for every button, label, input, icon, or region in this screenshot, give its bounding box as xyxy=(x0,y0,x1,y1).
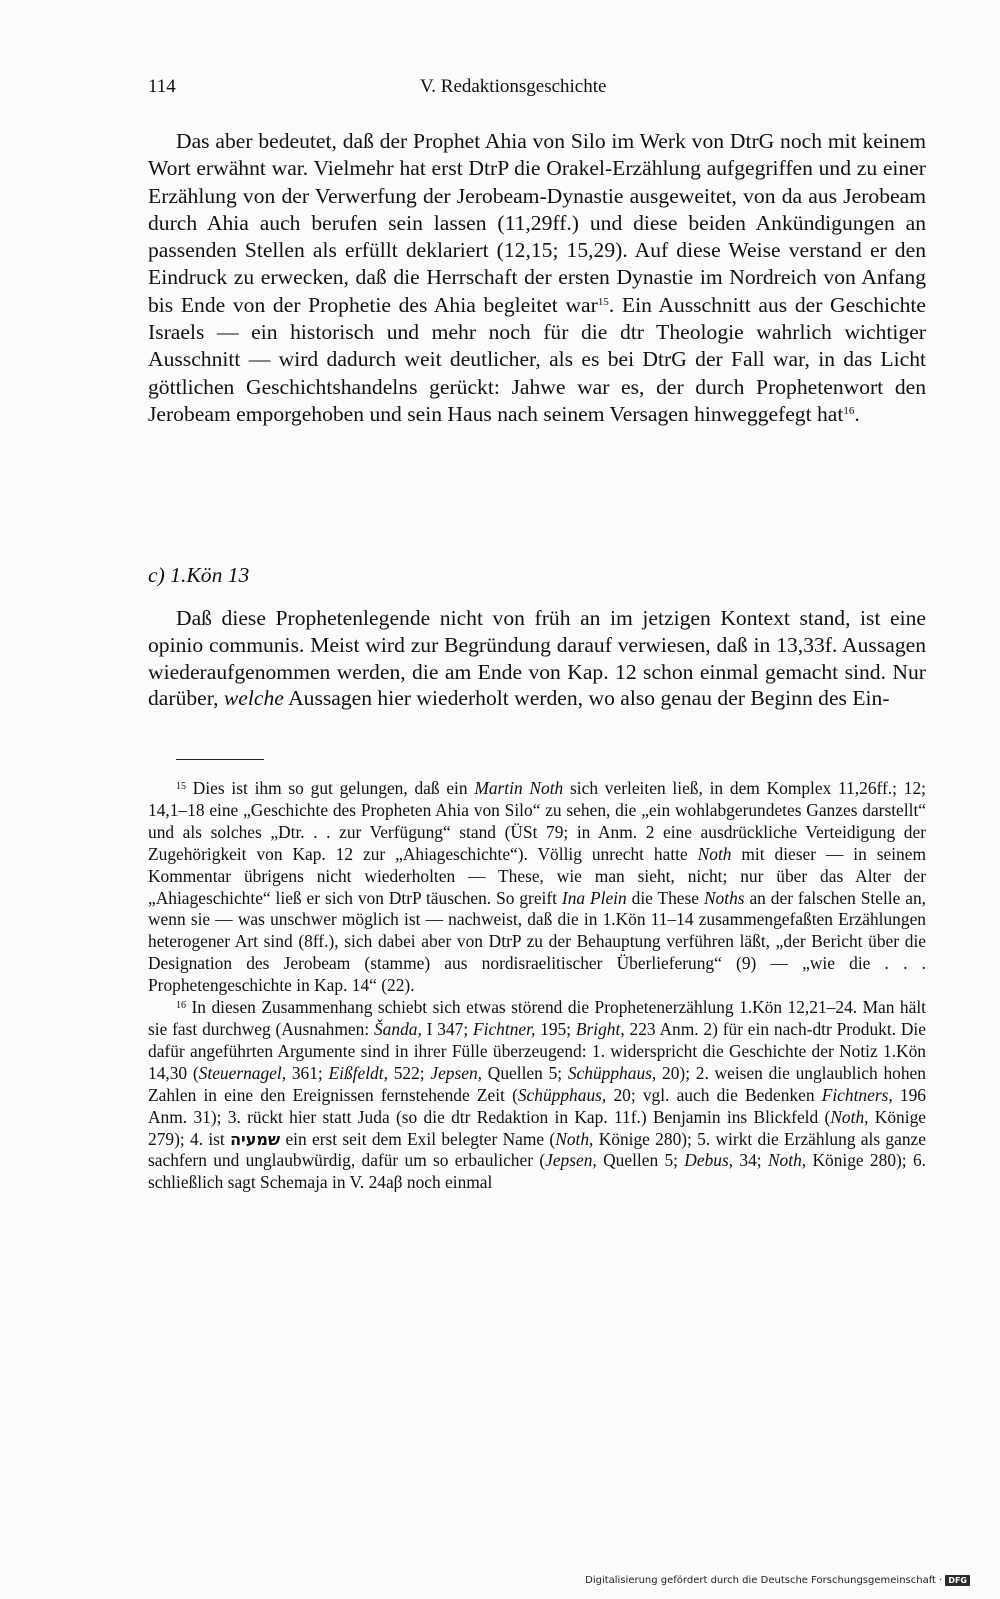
dfg-logo: DFG xyxy=(945,1575,970,1586)
digitization-footer xyxy=(585,1575,970,1586)
footnote-text: Könige 279); 4. ist xyxy=(148,1106,926,1149)
footer-text: Digitalisierung gefördert durch die Deutsche Forschungsgemeinschaft · xyxy=(585,1575,943,1586)
author-name: Jepsen, xyxy=(430,1062,483,1083)
footnote-text: an der falschen Stelle an, wenn sie — was unschwer möglich ist — nachweist, daß die in 1.Kön 11–14 zusammengefaßten Erzählungen heterogener Art sind (8ff.), sich dabei aber von DtrP zu der Behauptung verführen läßt, „der Bericht über die Designation des Jerobeam (stamme) aus nordisraelitischer Überlieferung“ (9) — „wie die . . . Prophetengeschichte in Kap. 14“ (22). xyxy=(148,887,927,996)
author-name: Steuernagel, xyxy=(198,1062,287,1083)
footnote-text: Quellen 5; xyxy=(487,1062,563,1083)
paragraph-text: Aussagen hier wiederholt werden, wo also genau der Beginn des Ein- xyxy=(288,686,890,711)
author-name: Noth, xyxy=(767,1150,807,1171)
footnote-text: 361; xyxy=(291,1062,323,1083)
author-name: Martin Noth xyxy=(474,778,564,798)
author-name: Eißfeldt, xyxy=(328,1062,388,1083)
footnote-16 xyxy=(148,997,926,1194)
page-header xyxy=(148,76,926,106)
footnote-text: mit dieser — in seinem Kommentar übrigens nicht wiederholten — These, wie man sieht, nicht; nur über das Alter der „Ahiageschichte“ ließ er sich von DtrP täuschen. So greift xyxy=(148,843,926,908)
author-name: Bright, xyxy=(575,1018,625,1039)
main-paragraph-2 xyxy=(148,605,926,712)
footnote-text: 34; xyxy=(739,1150,762,1171)
emphasis: welche xyxy=(223,686,284,711)
author-name: Fichtner, xyxy=(473,1018,536,1039)
footnote-text: Dies ist ihm so gut gelungen, daß ein xyxy=(192,778,468,798)
main-paragraph-1 xyxy=(148,128,926,428)
author-name: Schüpphaus, xyxy=(517,1084,607,1105)
footnote-text: 223 Anm. 2) für ein nach-dtr Produkt. Die dafür angeführten Argumente sind in ihrer Fülle überzeugend: 1. widerspricht die Geschichte der Notiz 1.Kön 14,30 ( xyxy=(148,1018,926,1083)
footnote-text: I 347; xyxy=(426,1018,469,1039)
footnotes xyxy=(148,778,926,1194)
paragraph-text: . Ein Ausschnitt aus der Geschichte Israels — ein historisch und mehr noch für die dtr Theologie wahrlich wichtiger Ausschnitt — wird dadurch weit deutlicher, als es bei DtrG der Fall war, in das Licht göttlichen Geschichtshandelns gerückt: Jahwe war es, der durch Prophetenwort den Jerobeam emporgehoben und sein Haus nach seinem Versagen hinweggefegt hat xyxy=(148,292,926,426)
footnote-text: Quellen 5; xyxy=(603,1150,678,1171)
footnote-text: 522; xyxy=(393,1062,425,1083)
author-name: Ina Plein xyxy=(561,887,627,908)
paragraph-text: Daß diese Prophetenlegende nicht von früh an im jetzigen Kontext stand, ist eine opinio communis. Meist wird zur Begründung darauf verwiesen, daß in 13,33f. Aussagen wiederaufgenommen werden, die am Ende von Kap. 12 schon einmal gemacht sind. Nur darüber, xyxy=(148,606,926,711)
author-name: Noth xyxy=(697,843,732,864)
author-name: Noths xyxy=(703,887,745,908)
footnote-number: 16 xyxy=(176,1000,186,1012)
running-title: V. Redaktionsgeschichte xyxy=(420,76,607,97)
footnote-divider xyxy=(176,759,264,760)
author-name: Fichtners, xyxy=(821,1084,893,1105)
author-name: Noth, xyxy=(555,1128,594,1149)
footnote-text: sich verleiten ließ, in dem Komplex 11,26ff.; 12; 14,1–18 eine „Geschichte des Propheten Ahia von Silo“ zu sehen, die „ein wohlabgerundetes Ganzes darstellt“ und als solches „Dtr. . . zur Verfügung“ stand (ÜSt 79; in Anm. 2 eine ausdrückliche Verteidigung der Zugehörigkeit von Kap. 12 zur „Ahiageschichte“). Völlig unrecht hatte xyxy=(148,778,926,864)
footnote-number: 15 xyxy=(176,781,186,792)
author-name: Šanda, xyxy=(373,1018,422,1039)
footnote-text: die These xyxy=(631,887,700,908)
footnote-15 xyxy=(148,778,926,997)
paragraph-text: Das aber bedeutet, daß der Prophet Ahia von Silo im Werk von DtrG noch mit keinem Wort erwähnt war. Vielmehr hat erst DtrP die Orakel-Erzählung aufgegriffen und zu einer Erzählung von der Verwerfung der Jerobeam-Dynastie ausgeweitet, von da aus Jerobeam durch Ahia auch berufen sein lassen (11,29ff.) und diese beiden Ankündigungen an passenden Stellen als erfüllt deklariert (12,15; 15,29). Auf diese Weise verstand er den Eindruck zu erwecken, daß die Herrschaft der ersten Dynastie im Nordreich von Anfang bis Ende von der Prophetie des Ahia begleitet war xyxy=(148,129,926,317)
footnote-text: 196 Anm. 31); 3. rückt hier statt Juda (so die dtr Redaktion in Kap. 11f.) Benjamin ins Blickfeld ( xyxy=(148,1084,926,1127)
footnote-ref-16: 16 xyxy=(843,404,855,417)
author-name: Noth, xyxy=(830,1106,869,1127)
footnote-text: 195; xyxy=(540,1018,572,1039)
footnote-ref-15: 15 xyxy=(597,295,609,308)
paragraph-text: . xyxy=(854,401,860,426)
footnote-text: ein erst seit dem Exil belegter Name ( xyxy=(285,1128,556,1149)
footnote-text: 20; vgl. auch die Bedenken xyxy=(613,1084,815,1105)
footnote-text: 20); 2. weisen die unglaublich hohen Zahlen in eine den Ereignissen fernstehende Zeit ( xyxy=(148,1062,926,1105)
author-name: Schüpphaus, xyxy=(567,1062,657,1083)
footnote-text: Könige 280); 5. wirkt die Erzählung als ganze sachfern und unglaubwürdig, dafür um so erbaulicher ( xyxy=(148,1128,926,1171)
section-heading: c) 1.Kön 13 xyxy=(148,563,250,587)
author-name: Debus, xyxy=(684,1150,734,1171)
footnote-text: Könige 280); 6. schließlich sagt Schemaja in V. 24aβ noch einmal xyxy=(148,1150,926,1193)
page-number: 114 xyxy=(148,76,176,97)
hebrew-word: שמעיה xyxy=(230,1129,281,1149)
footnote-text: In diesen Zusammenhang schiebt sich etwas störend die Prophetenerzählung 1.Kön 12,21–24. Man hält sie fast durchweg (Ausnahmen: xyxy=(148,997,926,1039)
author-name: Jepsen, xyxy=(545,1150,597,1171)
